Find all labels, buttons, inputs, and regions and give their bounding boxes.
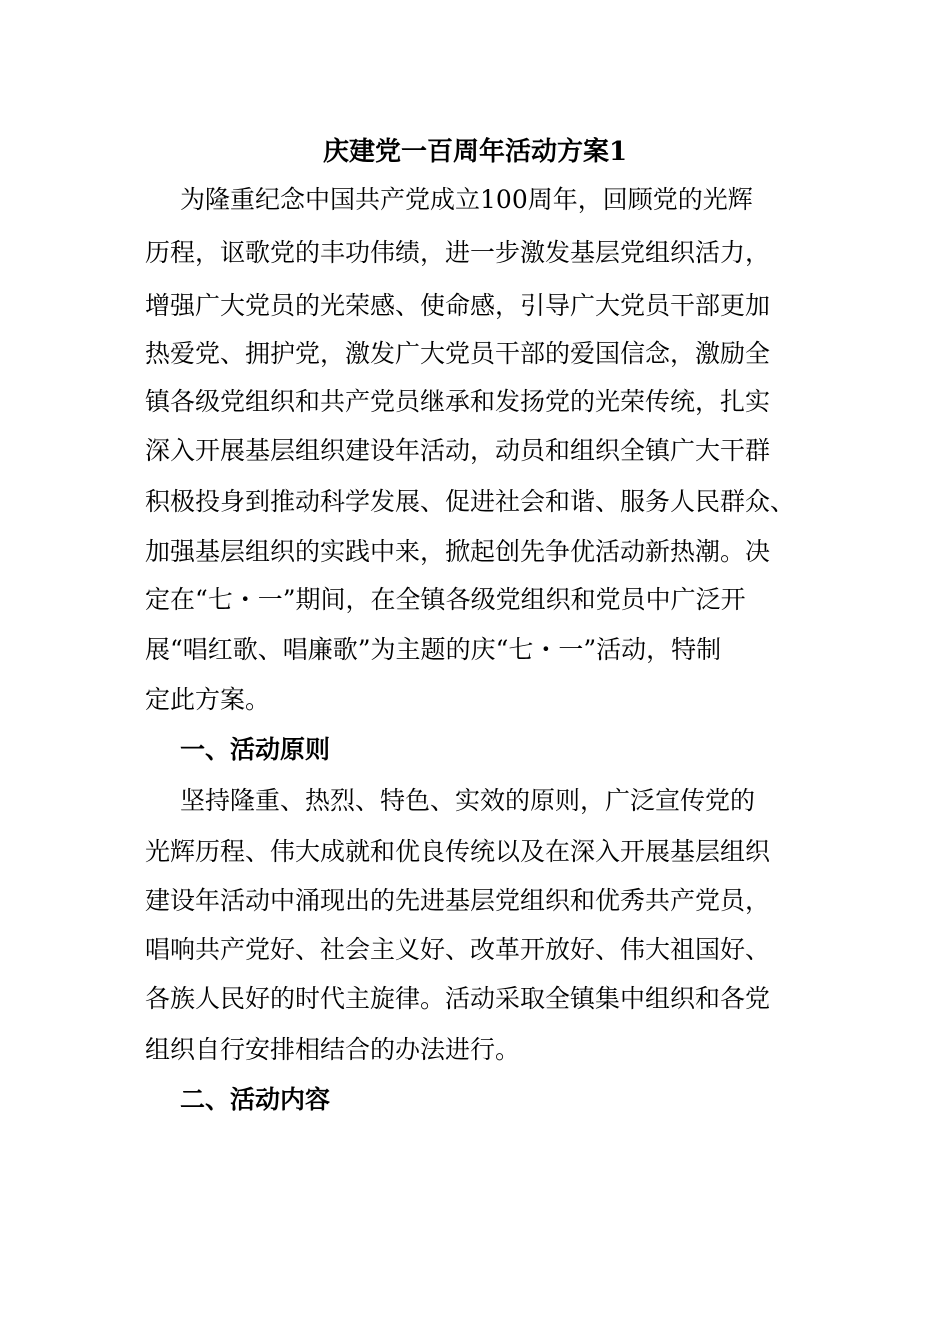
intro-line-2: 历程，讴歌党的丰功伟绩，进一步激发基层党组织活力， bbox=[145, 238, 771, 267]
section-heading-principles: 一、活动原则 bbox=[180, 735, 331, 764]
principles-line-3: 建设年活动中涌现出的先进基层党组织和优秀共产党员， bbox=[145, 886, 771, 915]
intro-line-3: 增强广大党员的光荣感、使命感，引导广大党员干部更加 bbox=[145, 291, 771, 320]
principles-line-2: 光辉历程、伟大成就和优良传统以及在深入开展基层组织 bbox=[145, 837, 771, 866]
intro-line-10: 展“唱红歌、唱廉歌”为主题的庆“七・一”活动，特制 bbox=[145, 635, 722, 664]
intro-line-6: 深入开展基层组织建设年活动，动员和组织全镇广大干群 bbox=[145, 436, 771, 465]
intro-line-9: 定在“七・一”期间，在全镇各级党组织和党员中广泛开 bbox=[145, 585, 746, 614]
intro-line-7: 积极投身到推动科学发展、促进社会和谐、服务人民群众、 bbox=[145, 487, 796, 516]
principles-line-6: 组织自行安排相结合的办法进行。 bbox=[145, 1035, 521, 1064]
document-title: 庆建党一百周年活动方案1 bbox=[322, 137, 628, 167]
intro-line-11: 定此方案。 bbox=[145, 685, 271, 714]
intro-line-4: 热爱党、拥护党，激发广大党员干部的爱国信念，激励全 bbox=[145, 339, 771, 368]
principles-line-5: 各族人民好的时代主旋律。活动采取全镇集中组织和各党 bbox=[145, 984, 771, 1013]
section-heading-content: 二、活动内容 bbox=[180, 1085, 331, 1114]
intro-line-5: 镇各级党组织和共产党员继承和发扬党的光荣传统，扎实 bbox=[145, 387, 771, 416]
principles-line-4: 唱响共产党好、社会主义好、改革开放好、伟大祖国好、 bbox=[145, 935, 771, 964]
intro-line-8: 加强基层组织的实践中来，掀起创先争优活动新热潮。决 bbox=[145, 537, 771, 566]
principles-line-1: 坚持隆重、热烈、特色、实效的原则，广泛宣传党的 bbox=[180, 786, 756, 815]
intro-line-1: 为隆重纪念中国共产党成立100周年，回顾党的光辉 bbox=[180, 185, 753, 214]
